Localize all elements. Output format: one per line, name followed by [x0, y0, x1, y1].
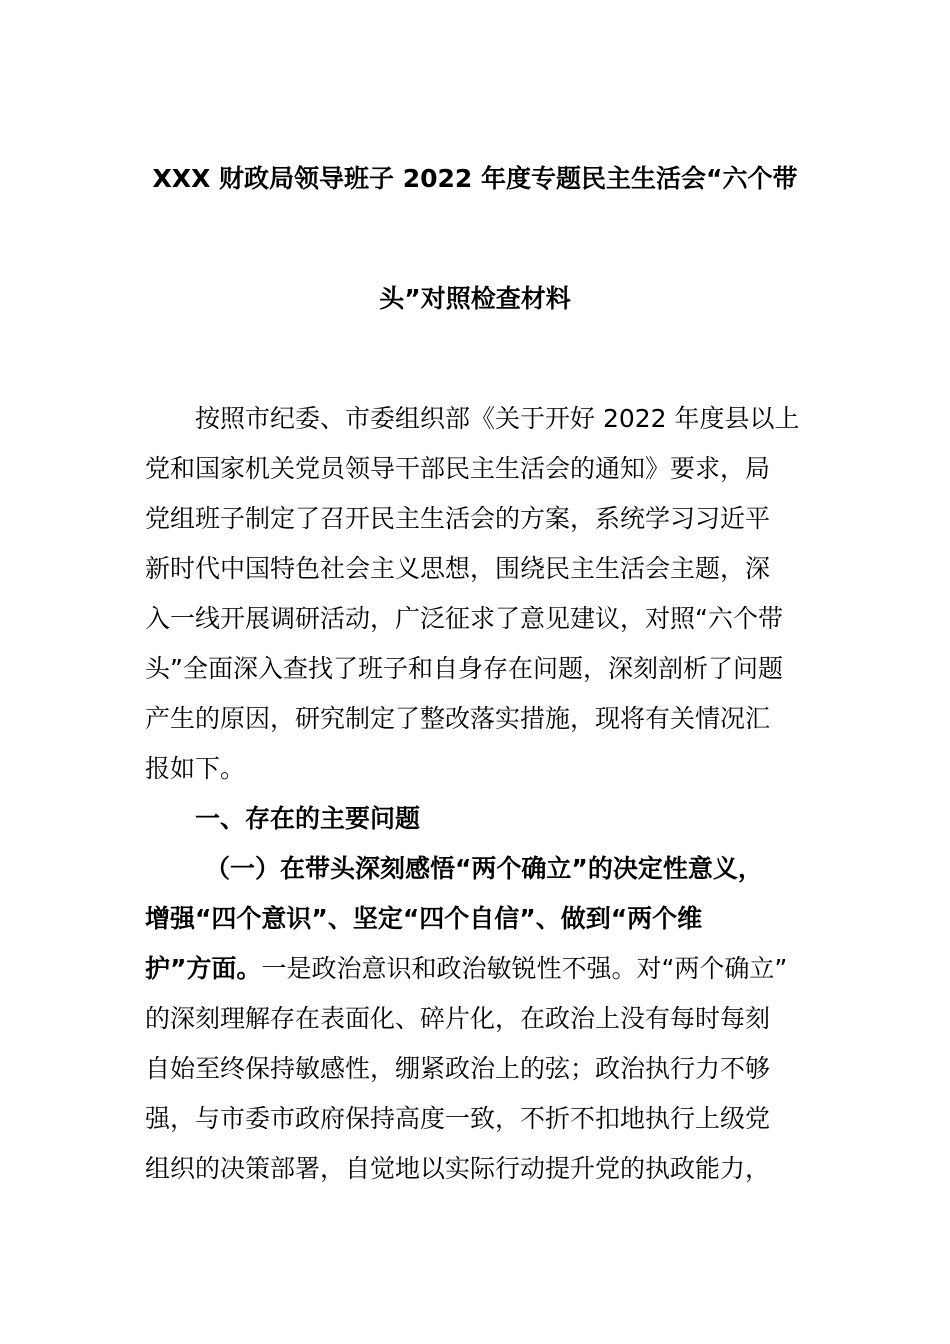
subsection-body-start: 一是政治意识和政治敏锐性不强。对“两个确立” — [261, 954, 788, 983]
subsection-heading-line-1: （一）在带头深刻感悟“两个确立”的决定性意义， — [205, 854, 763, 883]
paragraph-line: 入一线开展调研活动，广泛征求了意见建议，对照“六个带 — [145, 604, 783, 633]
subsection-heading-end: 护”方面。 — [145, 954, 262, 983]
subsection-heading-line-2: 增强“四个意识”、坚定“四个自信”、做到“两个维 — [145, 904, 703, 933]
paragraph-line: 党组班子制定了召开民主生活会的方案，系统学习习近平 — [145, 504, 771, 533]
document-title-line-1: XXX 财政局领导班子 2022 年度专题民主生活会“六个带 — [152, 164, 798, 193]
paragraph-line: 新时代中国特色社会主义思想，围绕民主生活会主题，深 — [145, 554, 771, 583]
paragraph-line: 的深刻理解存在表面化、碎片化，在政治上没有每时每刻 — [145, 1004, 771, 1033]
paragraph-line: 报如下。 — [145, 754, 246, 783]
paragraph-line: 自始至终保持敏感性，绷紧政治上的弦；政治执行力不够 — [145, 1054, 771, 1083]
paragraph-line: 头”全面深入查找了班子和自身存在问题，深刻剖析了问题 — [145, 654, 783, 683]
paragraph-line: 组织的决策部署，自觉地以实际行动提升党的执政能力， — [145, 1154, 771, 1183]
subsection-heading-line-3 — [145, 954, 787, 984]
section-heading: 一、存在的主要问题 — [195, 804, 421, 833]
paragraph-line: 产生的原因，研究制定了整改落实措施，现将有关情况汇 — [145, 704, 771, 733]
document-title-line-2: 头”对照检查材料 — [379, 284, 571, 313]
paragraph-line: 强，与市委市政府保持高度一致，不折不扣地执行上级党 — [145, 1104, 771, 1133]
paragraph-line: 党和国家机关党员领导干部民主生活会的通知》要求，局 — [145, 454, 771, 483]
paragraph-line: 按照市纪委、市委组织部《关于开好 2022 年度县以上 — [195, 404, 800, 433]
